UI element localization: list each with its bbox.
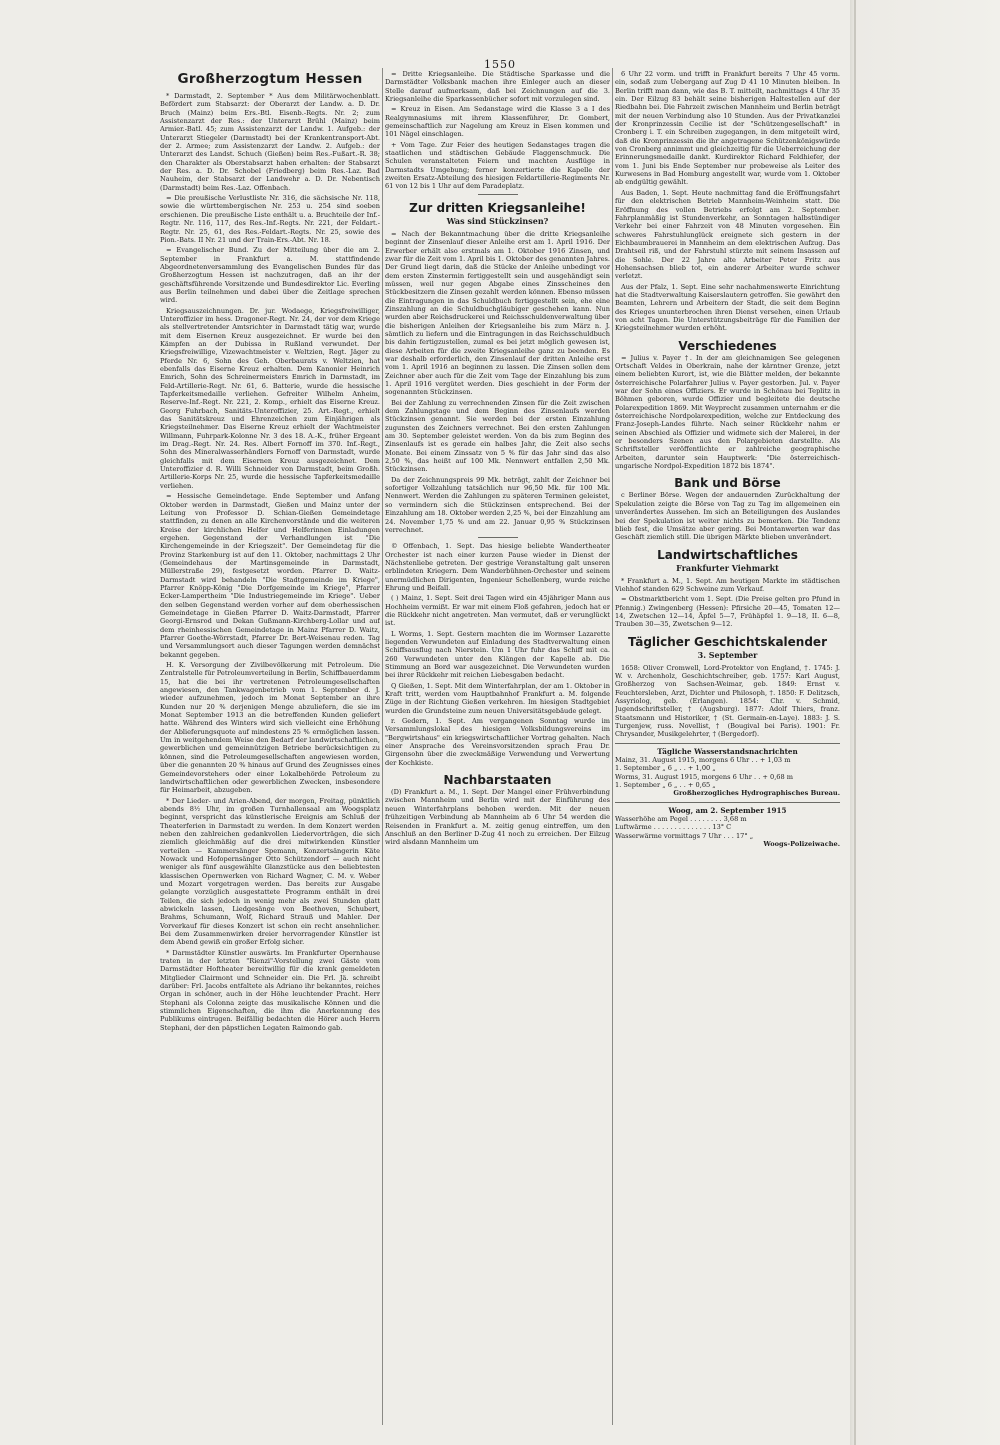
article: * Frankfurt a. M., 1. Sept. Am heutigen Markte im städtischen Viehhof standen 629 Schweine zum Verkauf. bbox=[615, 576, 840, 593]
column-rule bbox=[382, 68, 383, 1425]
article: = Kreuz in Eisen. Am Sedanstage wird die Klasse 3 a I des Realgymnasiums mit ihrem Klassenführer, Dr. Gombert, gemeinschaftlich zur Nagelung am Kreuz in Eisen kommen und 101 Nägel einschlagen. bbox=[385, 105, 610, 139]
section-subtitle-stueckzinsen: Was sind Stückzinsen? bbox=[446, 215, 549, 226]
col1-body bbox=[160, 92, 380, 1032]
section-title-kriegsanleihe: Zur dritten Kriegsanleihe! bbox=[409, 200, 586, 215]
water-level-line: 1. September „ 6 „ . . + 0,65 „ bbox=[615, 781, 716, 790]
article: * Der Lieder- und Arien-Abend, der morgen, Freitag, pünktlich abends 8½ Uhr, im großen Turnhallensaal am Woogsplatz beginnt, verspricht das künstlerische Ereignis am Schluß der Theaterferien in Darmstadt zu werden. In dem Konzert werden neben den zahlreichen gedankvollen Liedervorträgen, die sich ziemlich gleichmäßig auf die drei mitwirkenden Künstler verteilen — Kammersänger Spemann, Konzertsängerin Käte Nowack und Hofopernsänger Otto Schützendorf — auch nicht weniger als fünf ausgewählte Glanzstücke aus den beliebtesten klassischen Opernwerken von Richard Wagner, C. M. v. Weber und Mozart vorgetragen werden. Das bereits zur Ausgabe gelangte vorzüglich ausgestattete Programm enthält in drei Teilen, die sich jedoch in wenig mehr als zwei Stunden glatt abwickeln lassen, Liedgesänge von Beethoven, Schubert, Brahms, Schumann, Wolf, Richard Strauß und Mahler. Der Vorverkauf für dieses Konzert ist schon ein recht ansehnlicher. Bei dem Zusammenwirken dreier hervorragender Künstler ist dem Abend gewiß ein großer Erfolg sicher. bbox=[160, 796, 380, 947]
column-1 bbox=[160, 70, 380, 1427]
woog-source: Woogs-Polizeiwache. bbox=[763, 840, 840, 849]
separator bbox=[478, 194, 518, 195]
section-title-wasserstand: Tägliche Wasserstandsnachrichten bbox=[657, 746, 798, 756]
article: © Offenbach, 1. Sept. Das hiesige beliebte Wandertheater Orchester ist nach einer kurzen Pause wieder in Dienst der Nächstenliebe getreten. Der gestrige Veranstaltung galt unseren erblindeten Kriegern. Dem Wanderbühnen-Orchester und seinem unermüdlichen Dirigenten, Ingenieur Schellenberg, wurde reiche Ehrung und Beifall. bbox=[385, 542, 610, 592]
article: Da der Zeichnungspreis 99 Mk. beträgt, zahlt der Zeichner bei sofortiger Vollzahlung tatsächlich nur 96,50 Mk. für 100 Mk. Nennwert. Werden die Zahlungen zu späteren Terminen geleistet, so vermindern sich die Stückzinsen entsprechend. Bei der Einzahlung am 18. Oktober werden 2,25 %, bei der Einzahlung am 24. November 1,75 % und am 22. Januar 0,95 % Stückzinsen verrechnet. bbox=[385, 475, 610, 534]
column-rule bbox=[612, 68, 613, 1425]
article: = Hessische Gemeindetage. Ende September und Anfang Oktober werden in Darmstadt, Gießen und Mainz unter der Leitung von Professor D. Schian-Gießen Gemeindetage stattfinden, zu denen an alle Kirchenvorstände und die weiteren Kreise der kirchlichen Helfer und Helferinnen Einladungen ergehen. Gegenstand der Verhandlungen ist "Die Kirchengemeinde in der Kriegszeit". Der Gemeindetag für die Provinz Starkenburg ist auf den 11. Oktober, nachmittags 2 Uhr (Gemeindehaus der Martinsgemeinde in Darmstadt, Müllerstraße 29), festgesetzt worden. Pfarrer D. Waitz-Darmstadt wird behandeln "Die Stadtgemeinde im Kriege", Pfarrer Knöpp-König "Die Dorfgemeinde im Kriege", Pfarrer Ecker-Lampertheim "Die Industriegemeinde im Kriege". Ueber den selben Gegenstand werden vorher auf dem oberhessischen Gemeindetage in Gießen Pfarrer D. Waitz-Darmstadt, Pfarrer Georgi-Ernsrod und Dekan Gußmann-Kirchberg-Lollar und auf dem rheinhessischen Gemeindetage in Mainz Pfarrer D. Waitz, Pfarrer Goethe-Wörrstadt, Pfarrer Dr. Bert-Weisenau reden. Tag und Versammlungsort auch dieser Tagungen werden demnächst bekannt gegeben. bbox=[160, 492, 380, 659]
article: * Darmstädter Künstler auswärts. Im Frankfurter Opernhause traten in der letzten "Rienzi"-Vorstellung zwei Gäste vom Darmstädter Hoftheater bereitwillig für die krank gemeldeten Mitglieder Clairmont und Schneider ein. Die Frl. Jä. schreibt darüber: Frl. Jacobs entfaltete als Adriano ihr bekanntes, reiches Organ in schöner, auch in der Höhe leuchtender Pracht. Herr Stephani als Colonna zeigte das musikalische Können und die stimmlichen Eigenschaften, die ihm die Anerkennung des Publikums eintrugen. Beifällig bedachten die Hörer auch Herrn Stephani, der den päpstlichen Legaten Raimondo gab. bbox=[160, 948, 380, 1032]
article: = Julius v. Payer †. In der am gleichnamigen See gelegenen Ortschaft Veldes in Oberkrain, nahe der kärntner Grenze, jetzt einem beliebten Kurort, ist, wie die Blätter melden, der bekannte österreichische Polarfahrer Julius v. Payer gestorben. Jul. v. Payer war der Sohn eines Offiziers. Er wurde in Schönau bei Teplitz in Böhmen geboren, wurde Offizier und begleitete die deutsche Polarexpedition 1869. Mit Weyprecht zusammen unternahm er die österreichische Nordpolarexpedition, welche zur Entdeckung des Franz-Joseph-Landes führte. Nach seiner Rückkehr nahm er seinen Abschied als Offizier und widmete sich der Malerei, in der er besonders Szenen aus den Polargebieten darstellte. Als Schriftsteller veröffentlichte er zahlreiche geographische Arbeiten, darunter sein Hauptwerk: "Die österreichisch-ungarische Nordpol-Expedition 1872 bis 1874". bbox=[615, 353, 840, 471]
article: = Obstmarktbericht vom 1. Sept. (Die Preise gelten pro Pfund in Pfennig.) Zwingenberg (Hessen): Pfirsiche 20—45, Tomaten 12—14, Zwetschen 12—14, Äpfel 5—7, Frühäpfel 1. 9—18, II. 6—8, Trauben 30—35, Zwetschen 9—12. bbox=[615, 595, 840, 629]
article: ( ) Mainz, 1. Sept. Seit drei Tagen wird ein 45jähriger Mann aus Hochheim vermißt. Er war mit einem Floß gefahren, jedoch hat er die Rückkehr nicht angetreten. Man vermutet, daß er verunglückt ist. bbox=[385, 594, 610, 628]
article: (D) Frankfurt a. M., 1. Sept. Der Mangel einer Frühverbindung zwischen Mannheim und Berlin wird mit der Einführung des neuen Winterfahrplans behoben werden. Mit der neuen frühzeitigen Verbindung ab Mannheim ab 6 Uhr 54 werden die Reisenden in Frankfurt a. M. zeitig genug eintreffen, um den Anschluß an den Berliner D-Zug 41 noch zu erreichen. Der Eilzug wird alsdann Mannheim um bbox=[385, 788, 610, 847]
section-title-verschiedenes: Verschiedenes bbox=[678, 338, 777, 353]
woog-title: Woog, am 2. September 1915 bbox=[668, 805, 787, 815]
article: L Worms, 1. Sept. Gestern machten die im Wormser Lazarette liegenden Verwundeten auf Einladung des Stadtverwaltung einen Schiffsausflug nach Nierstein. Um 1 Uhr fuhr das Schiff mit ca. 260 Verwundeten unter den Klängen der Kapelle ab. Die Stimmung an Bord war ausgezeichnet. Die Verwundeten wurden bei ihrer Rückkehr mit reichen Liebesgaben bedacht. bbox=[385, 629, 610, 680]
article: = Evangelischer Bund. Zu der Mitteilung über die am 2. September in Frankfurt a. M. stattfindende Abgeordnetenversammlung des Evangelischen Bundes für das Großherzogtum Hessen ist nachzutragen, daß an ihr der geschäftsführende Vorsitzende und Bundesdirektor Lic. Everling aus Berlin teilnehmen und dabei über die Zeitlage sprechen wird. bbox=[160, 246, 380, 305]
separator bbox=[615, 743, 840, 744]
article: H. K. Versorgung der Zivilbevölkerung mit Petroleum. Die Zentralstelle für Petroleumverteilung in Berlin, Schiffbauerdamm 15, hat die bei ihr vertretenen Petroleumgesellschaften angewiesen, den Tankwagenbetrieb vom 1. September d. J. wieder aufzunehmen, jedoch im Monat September an ihre Kunden nur 20 % derjenigen Menge abzuliefern, die sie im Monat September 1913 an die betreffenden Kunden geliefert hatte. Während des Winters wird sich vielleicht eine Erhöhung der Ablieferungsquote auf mindestens 25 % ermöglichen lassen. Um in weitgehendem Weise den Bedarf der landwirtschaftlichen, gewerblichen und gemeinnützigen Betriebe berücksichtigen zu können, sind die Petroleumgesellschaften angewiesen worden, über die genannten 20 % hinaus auf Grund des Zeugnisses eines Gemeindevorstehers oder einer Lokalbehörde Petroleum zu landwirtschaftlichen oder gewerblichen Zwecken, insbesondere für Heimarbeit, abzugeben. bbox=[160, 661, 380, 795]
article: 6 Uhr 22 vorm. und trifft in Frankfurt bereits 7 Uhr 45 vorm. ein, sodaß zum Uebergang auf Zug D 41 10 Minuten bleiben. In Berlin trifft man dann, wie das B. T. mitteilt, nachmittags 4 Uhr 35 ein. Der Eilzug 83 behält seine bisherigen Haltestellen auf der Riedbahn bei. Die Fahrzeit zwischen Mannheim und Berlin beträgt mit der neuen Verbindung also 10 Stunden. Aus der Privatkanzlei der Kronprinzessin Cecilie ist der "Schützengesellschaft" in Cronberg i. T. ein Schreiben zugegangen, in dem mitgeteilt wird, daß die Kronprinzessin die ihr angetragene Schützenkönigswürde von Cronberg annimmt und gleichzeitig für die Ueberreichung der Erinnerungsmedaille dankt. Kurdirektor Richard Feldhiefer, der vom 1. Juni bis Ende September nur probeweise als Leiter des Kurwesens in Bad Homburg angestellt war, wurde vom 1. Oktober ab endgültig gewählt. bbox=[615, 70, 840, 187]
page-edge bbox=[850, 0, 1000, 1445]
article: r. Gedern, 1. Sept. Am vergangenen Sonntag wurde im Versammlungslokal des hiesigen Volksbildungsvereins im "Bergwirtshaus" ein kriegswirtschaftlicher Vortrag gehalten. Nach einer Ansprache des Vereinsvorsitzenden sprach Frau Dr. Girgensohn über die zweckmäßige Verwendung und Verwertung der Kochkiste. bbox=[385, 717, 610, 767]
section-title-nachbarstaaten: Nachbarstaaten bbox=[443, 773, 552, 788]
article: = Dritte Kriegsanleihe. Die Städtische Sparkasse und die Darmstädter Volksbank machen ihre Einleger auch an dieser Stelle darauf aufmerksam, daß bei Zeichnungen auf die 3. Kriegsanleihe die Sparkassenbücher sofort mit vorzulegen sind. bbox=[385, 70, 610, 104]
water-level-line: Mainz, 31. August 1915, morgens 6 Uhr . . + 1,03 m bbox=[615, 756, 791, 765]
article: = Die preußische Verlustliste Nr. 316, die sächsische Nr. 118, sowie die württembergischen Nr. 253 u. 254 sind soeben erschienen. Die preußische Liste enthält u. a. Bruchteile der Inf.-Regtr. Nr. 116, 117, des Res.-Inf.-Regts. Nr. 221, der Feldart.-Regtr. Nr. 25, 61, des Res.-Feldart.-Regts. Nr. 25, sowie des Pion.-Bats. II Nr. 21 und der Train-Ers.-Abt. Nr. 18. bbox=[160, 194, 380, 244]
article: c Berliner Börse. Wegen der andauernden Zurückhaltung der Spekulation zeigte die Börse von Tag zu Tag im allgemeinen ein unverändertes Aussehen. Im sich an Beteiligungen des Auslandes bei der Spekulation ist weiter nichts zu bemerken. Die Tendenz blieb fest, die Umsätze aber gering. Bei Montanwerten war das Geschäft ziemlich still. Die übrigen Märkte blieben unverändert. bbox=[615, 491, 840, 542]
column-2 bbox=[385, 70, 610, 1427]
water-level-line: 1. September „ 6 „ . . + 1,00 „ bbox=[615, 764, 716, 773]
article: Bei der Zahlung zu verrechnenden Zinsen für die Zeit zwischen dem Zahlungstage und dem Beginn des Zinsenlaufs werden Stückzinsen genannt. Sie werden bei der ersten Einzahlung zugunsten des Zeichners verrechnet. Bei den ersten Zahlungen am 30. September geleistet werden. Von da bis zum Beginn des Zinsenlaufs ist es gerade ein halbes Jahr, die Zeit also sechs Monate. Bei einem Zinssatz von 5 % für das Jahr sind das also 2,50 %, das heißt auf 100 Mk. Nennwert entfallen 2,50 Mk. Stückzinsen. bbox=[385, 398, 610, 474]
water-level-line: Worms, 31. August 1915, morgens 6 Uhr . . + 0,68 m bbox=[615, 772, 794, 781]
article: + Vom Tage. Zur Feier des heutigen Sedanstages tragen die staatlichen und städtischen Gebäude Flaggenschmuck. Die Schulen veranstalteten Feiern und machten Ausflüge in Darmstadts Umgebung; ferner konzertierte die Kapelle der zweiten Ersatz-Abteilung des hiesigen Feldartillerie-Regiments Nr. 61 von 12 bis 1 Uhr auf dem Paradeplatz. bbox=[385, 140, 610, 191]
article: 1658: Oliver Cromwell, Lord-Protektor von England, †. 1745: J. W. v. Archenholz, Geschichtschreiber, geb. 1757: Karl August, Großherzog von Sachsen-Weimar, geb. 1849: Ernst v. Feuchtersleben, Arzt, Dichter und Philosoph, †. 1850: F. Delitzsch, Assyriolog, geb. (Erlangen). 1854: Chr. v. Schmid, Jugendschriftsteller, † (Augsburg). 1877: Adolf Thiers, franz. Staatsmann und Historiker, † (St. Germain-en-Laye). 1883: J. S. Turgenjew, russ. Novellist, † (Bougival bei Paris). 1901: Fr. Chrysander, Musikgelehrter, † (Bergedorf). bbox=[615, 663, 840, 739]
column-3 bbox=[615, 70, 840, 1427]
separator bbox=[615, 802, 840, 803]
article: Kriegsauszeichnungen. Dr. jur. Wodaege, Kriegsfreiwilliger, Unteroffizier im hess. Dragoner-Regt. Nr. 24, der vor dem Kriege als stellvertretender Amtsrichter in Darmstadt tätig war, wurde mit dem Eisernen Kreuz ausgezeichnet. Er wurde bei den Kämpfen an der Dubissa in Rußland verwundet. Der Kriegsfreiwillige, Vizewachtmeister v. Weltzien, Regt. Jäger zu Pferde Nr. 6, Sohn des Geh. Oberbaurats v. Weltzien, hat ebenfalls das Eiserne Kreuz erhalten. Dem Kanonier Heinrich Emrich, Sohn des Schreinermeisters Emrich in Darmstadt, im Feld-Artillerie-Regt. Nr. 61, 6. Batterie, wurde die hessische Tapferkeitsmedaille verliehen. Gefreiter Wilhelm Anheim, Reserve-Inf.-Regt. Nr. 221, 2. Komp., erhielt das Eiserne Kreuz. Georg Fuhrbach, Sanitäts-Unteroffizier, 25. Art.-Regt., erhielt das Sanitätskreuz und Ehrenzeichen zum Einjährigen als Kriegsteilnehmer. Das Eiserne Kreuz erhielt der Wachtmeister Willmann, Fuhrpark-Kolonne Nr. 3 des 18. A.-K., früher Ergeant im Drag.-Regt. Nr. 24. Res. Albert Fornoff im 370. Inf.-Regt., Sohn des Mineralwasserhändlers Fornoff von Darmstadt, wurde gleichfalls mit dem Eisernen Kreuz ausgezeichnet. Dem Unteroffizier d. R. Willi Schneider von Darmstadt, beim Großh. Artillerie-Korps Nr. 25, wurde die hessische Tapferkeitsmedaille verliehen. bbox=[160, 306, 380, 490]
article: Aus Baden, 1. Sept. Heute nachmittag fand die Eröffnungsfahrt für den elektrischen Betrieb Mannheim-Weinheim statt. Die Eröffnung des vollen Betriebs erfolgt am 2. September. Fahrplanmäßig ist Stundenverkehr, an Sonntagen halbstündiger Verkehr bei einer Fahrzeit von 48 Minuten vorgesehen. Ein schweres Fahrstuhlunglück ereignete sich gestern in der Eichbaumbrauerei in Mannheim an dem elektrischen Aufzug. Das Drahtseil riß, und der Fahrstuhl stürzte mit seinem Insassen auf die Sohle. Der 22 Jahre alte Arbeiter Peter Fritz aus Hohensachsen blieb tot, ein anderer Arbeiter wurde schwer verletzt. bbox=[615, 188, 840, 281]
section-title-hessen: Großherzogtum Hessen bbox=[177, 71, 363, 87]
woog-line: Wasserwärme vormittags 7 Uhr . . . 17° „ bbox=[615, 831, 754, 840]
page-number: 1550 bbox=[484, 58, 516, 71]
woog-line: Wasserhöhe am Pegel . . . . . . . . 3,68 m bbox=[615, 815, 747, 824]
article: * Darmstadt, 2. September * Aus dem Militärwochenblatt. Befördert zum Stabsarzt: der Oberarzt der Landw. a. D. Dr. Bruch (Mainz) beim Ers.-Btl. Eisenb.-Regts. Nr. 2; zum Assistenzarzt der Res.: der Unterarzt Brühl (Mainz) beim Armier.-Batl. 45; zum Assistenzarzt der Landw. 1. Aufgeb.: der Unterarzt Stiegeler (Darmstadt) bei der Krankentransport-Abt. der 2. Armee; zum Assistenzarzt der Landw. 2. Aufgeb.: der Unterarzt des Landst. Schuch (Gießen) beim Res.-Fußart.-R. 38; den Charakter als Oberstabsarzt haben erhalten: der Stabsarzt der Res. a. D. Dr. Schobel (Friedberg) beim Res.-Laz. Bad Nauheim, der Stabsarzt der Landwehr a. D. Dr. Nebentisch (Darmstadt) beim Res.-Laz. Offenbach. bbox=[160, 92, 380, 192]
page-fold bbox=[854, 0, 856, 1445]
section-subtitle-date: 3. September bbox=[697, 649, 758, 660]
woog-line: Luftwärme . . . . . . . . . . . . . . 13° C bbox=[615, 823, 732, 832]
section-title-bank-boerse: Bank und Börse bbox=[674, 476, 781, 491]
separator bbox=[478, 537, 518, 538]
article: Q Gießen, 1. Sept. Mit dem Winterfahrplan, der am 1. Oktober in Kraft tritt, werden vom Hauptbahnhof Frankfurt a. M. folgende Züge in der Richtung Gießen verkehren. Im hiesigen Stadtgebiet wurden die Grundsteine zum neuen Universitätsgebäude gelegt. bbox=[385, 681, 610, 715]
section-title-geschichtskalender: Täglicher Geschichtskalender bbox=[628, 634, 827, 649]
water-source: Großherzogliches Hydrographisches Bureau. bbox=[673, 789, 840, 798]
section-title-landwirtschaft: Landwirtschaftliches bbox=[657, 547, 798, 562]
article: = Nach der Bekanntmachung über die dritte Kriegsanleihe beginnt der Zinsenlauf dieser Anleihe erst am 1. April 1916. Der Erwerber erhält also erstmals am 1. Oktober 1916 Zinsen, und zwar für die Zeit vom 1. April bis 1. Oktober des genannten Jahres. Der Grund liegt darin, daß die Stücke der Anleihe unbedingt vor dem ersten Zinstermin fertiggestellt sein und ausgehändigt sein müssen, weil nur gegen Abgabe eines Zinsscheines den Stückbesitzern die Zinsen gezahlt werden können. Ebenso müssen die Eintragungen in das Schuldbuch fertiggestellt sein, ehe eine Zinszahlung an die Schuldbuchgläubiger geschehen kann. Nun wurden aber Reichsdruckerei und Reichsschuldenverwaltung über die bisherigen Anleihen der Kriegsanleihe bis zum März n. J. sämtlich zu liefern und die Eintragungen in das Reichsschuldbuch bis dahin fertigzustellen, zumal es bei jetzt möglich gewesen ist, diese Arbeiten für die zweite Kriegsanleihe ganz zu beenden. Es war deshalb erforderlich, den Zinsenlauf der dritten Anleihe erst vom 1. April 1916 an beginnen zu lassen. Die Zinsen sollen dem Zeichner aber auch für die Zeit vom Tage der Einzahlung bis zum 1. April 1916 vergütet werden. Dies geschieht in der Form der sogenannten Stückzinsen. bbox=[385, 229, 610, 397]
section-subtitle-viehmarkt: Frankfurter Viehmarkt bbox=[676, 562, 779, 573]
article: Aus der Pfalz, 1. Sept. Eine sehr nachahmenswerte Einrichtung hat die Stadtverwaltung Kaiserslautern getroffen. Sie gewährt den Beamten, Lehrern und Arbeitern der Stadt, die seit dem Beginn des Krieges ununterbrochen ihren Dienst versehen, einen Urlaub von acht Tagen. Die Unterstützungsbeiträge für die Familien der Kriegsteilnehmer wurden erhöht. bbox=[615, 282, 840, 333]
